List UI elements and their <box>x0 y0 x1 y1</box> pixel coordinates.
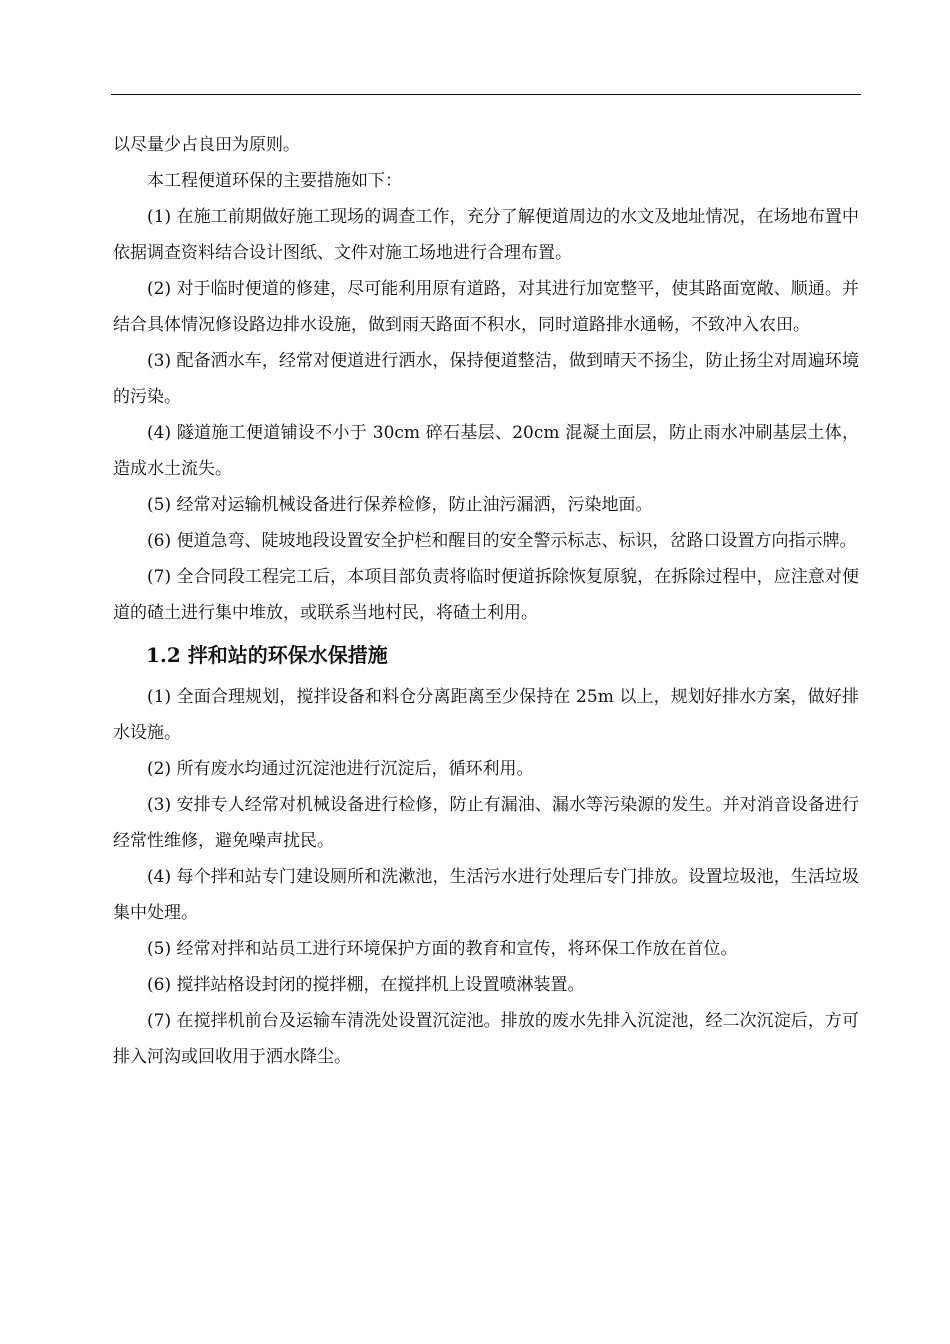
paragraph-plant-6: (6) 搅拌站格设封闭的搅拌棚，在搅拌机上设置喷淋装置。 <box>147 975 585 995</box>
paragraph-intro: 本工程便道环保的主要措施如下： <box>147 171 402 191</box>
section-heading: 1.2 拌和站的环保水保措施 <box>146 643 388 667</box>
paragraph-road-1: (1) 在施工前期做好施工现场的调查工作，充分了解便道周边的水文及地址情况，在场地布置中依据调查资料结合设计图纸、文件对施工场地进行合理布置。 <box>113 207 859 263</box>
paragraph-road-7: (7) 全合同段工程完工后，本项目部负责将临时便道拆除恢复原貌，在拆除过程中，应注意对便道的碴土进行集中堆放，或联系当地村民，将碴土利用。 <box>113 567 859 623</box>
paragraph-plant-5: (5) 经常对拌和站员工进行环境保护方面的教育和宣传，将环保工作放在首位。 <box>147 939 738 959</box>
paragraph-road-2: (2) 对于临时便道的修建，尽可能利用原有道路，对其进行加宽整平，使其路面宽敞、顺通。并结合具体情况修设路边排水设施，做到雨天路面不积水，同时道路排水通畅，不致冲入农田。 <box>113 279 859 335</box>
paragraph-road-3: (3) 配备洒水车，经常对便道进行洒水，保持便道整洁，做到晴天不扬尘，防止扬尘对周遍环境的污染。 <box>113 351 859 407</box>
paragraph-plant-2: (2) 所有废水均通过沉淀池进行沉淀后，循环利用。 <box>147 759 534 779</box>
paragraph-plant-4: (4) 每个拌和站专门建设厕所和洗漱池，生活污水进行处理后专门排放。设置垃圾池，生活垃圾集中处理。 <box>113 867 859 923</box>
header-rule <box>111 94 861 95</box>
paragraph-plant-3: (3) 安排专人经常对机械设备进行检修，防止有漏油、漏水等污染源的发生。并对消音设备进行经常性维修，避免噪声扰民。 <box>113 795 859 851</box>
paragraph-road-4: (4) 隧道施工便道铺设不小于 30cm 碎石基层、20cm 混凝土面层，防止雨水冲刷基层土体，造成水土流失。 <box>113 423 859 479</box>
paragraph-road-6: (6) 便道急弯、陡坡地段设置安全护栏和醒目的安全警示标志、标识，岔路口设置方向指示牌。 <box>147 531 857 551</box>
paragraph-plant-7: (7) 在搅拌机前台及运输车清洗处设置沉淀池。排放的废水先排入沉淀池，经二次沉淀后，方可排入河沟或回收用于洒水降尘。 <box>113 1011 859 1067</box>
paragraph-plant-1: (1) 全面合理规划，搅拌设备和料仓分离距离至少保持在 25m 以上，规划好排水方案，做好排水设施。 <box>113 687 859 743</box>
document-body <box>113 127 859 1075</box>
paragraph-road-5: (5) 经常对运输机械设备进行保养检修，防止油污漏洒，污染地面。 <box>147 495 653 515</box>
paragraph-continuation: 以尽量少占良田为原则。 <box>113 135 300 155</box>
